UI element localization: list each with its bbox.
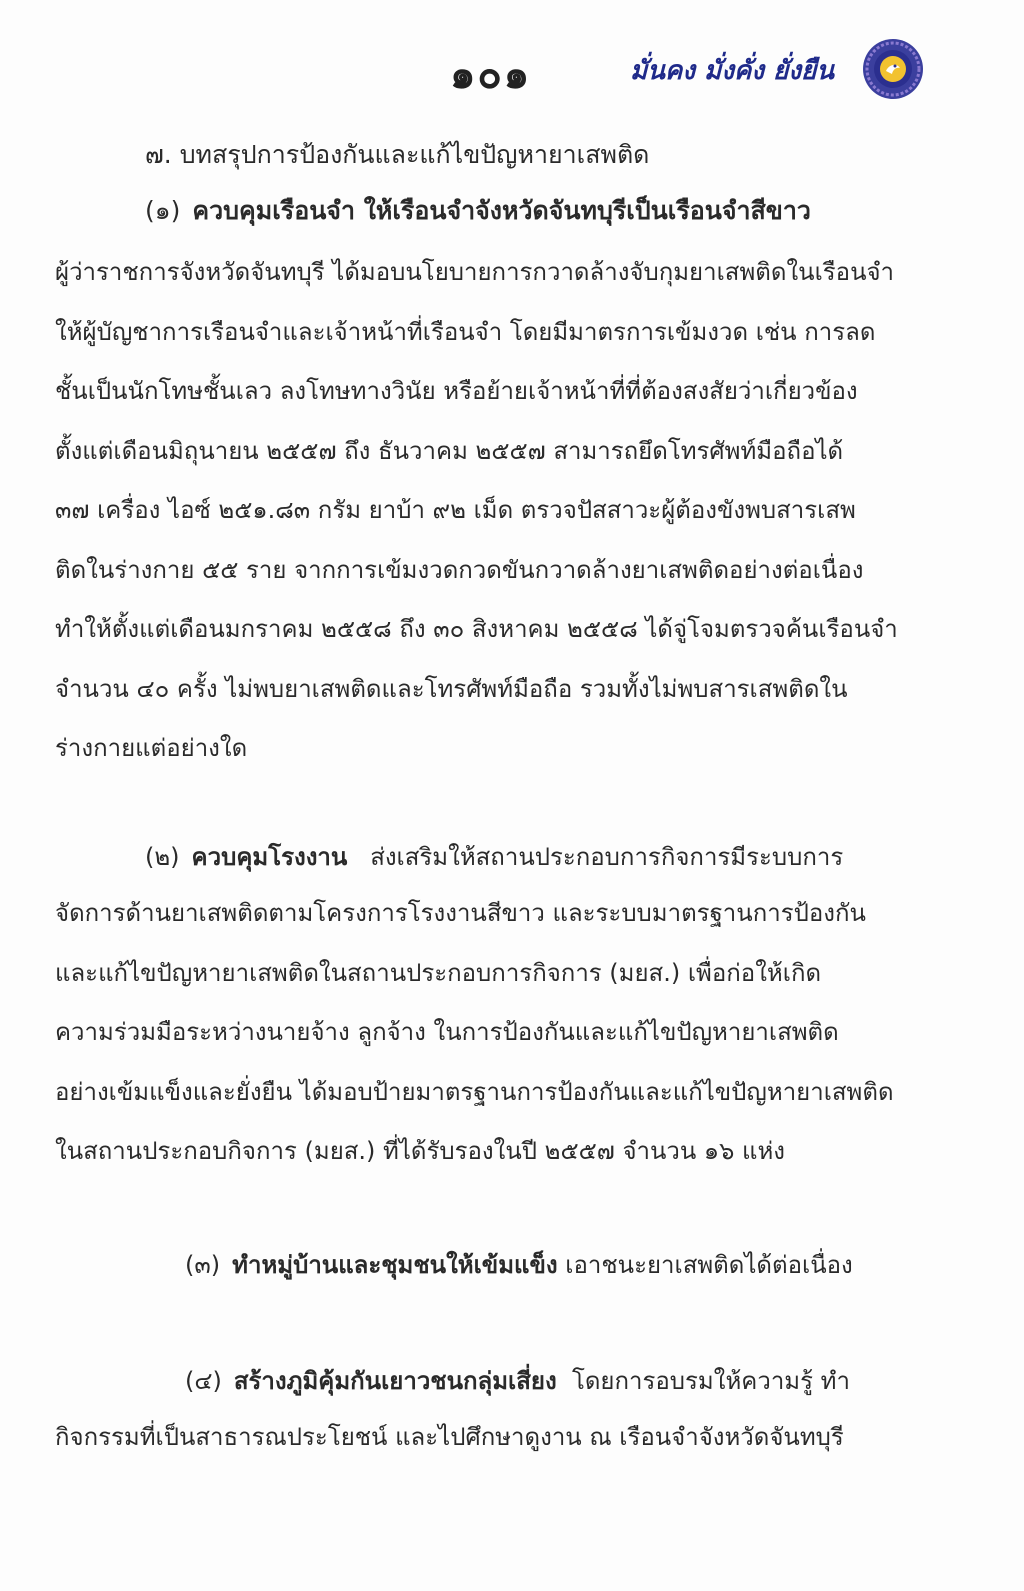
page-number: ๑๐๑ xyxy=(450,52,532,98)
item-2-heading-line xyxy=(145,832,843,882)
item-2-body xyxy=(55,884,925,1182)
item-2-heading: ควบคุมโรงงาน xyxy=(191,843,348,871)
item-1-line: ทำให้ตั้งแต่เดือนมกราคม ๒๕๕๘ ถึง ๓๐ สิงหาคม ๒๕๕๘ ได้จู่โจมตรวจค้นเรือนจำ xyxy=(55,615,898,643)
item-2-line: ความร่วมมือระหว่างนายจ้าง ลูกจ้าง ในการป้องกันและแก้ไขปัญหายาเสพติด xyxy=(55,1018,839,1046)
header-motto: มั่นคง มั่งคั่ง ยั่งยืน xyxy=(630,56,834,86)
item-1-body xyxy=(55,243,925,779)
item-2-lead: ส่งเสริมให้สถานประกอบการกิจการมีระบบการ xyxy=(370,843,844,871)
item-3-number: (๓) xyxy=(185,1251,221,1279)
item-4-heading-line xyxy=(185,1356,850,1406)
item-1-heading-line xyxy=(145,186,811,236)
item-4-body xyxy=(55,1408,925,1468)
item-1-line: ผู้ว่าราชการจังหวัดจันทบุรี ได้มอบนโยบายการกวาดล้างจับกุมยาเสพติดในเรือนจำ xyxy=(55,258,895,286)
item-1-line: ติดในร่างกาย ๕๕ ราย จากการเข้มงวดกวดขันกวาดล้างยาเสพติดอย่างต่อเนื่อง xyxy=(55,555,864,584)
item-1-heading: ควบคุมเรือนจำ ให้เรือนจำจังหวัดจันทบุรีเป็นเรือนจำสีขาว xyxy=(192,196,811,225)
item-4-number: (๔) xyxy=(185,1367,222,1395)
item-1-line: ตั้งแต่เดือนมิถุนายน ๒๕๕๗ ถึง ธันวาคม ๒๕๕๗ สามารถยึดโทรศัพท์มือถือได้ xyxy=(55,436,844,465)
item-1-number: (๑) xyxy=(145,196,181,225)
item-2-line: ในสถานประกอบกิจการ (มยส.) ที่ได้รับรองในปี ๒๕๕๗ จำนวน ๑๖ แห่ง xyxy=(55,1137,786,1165)
item-2-line: อย่างเข้มแข็งและยั่งยืน ได้มอบป้ายมาตรฐานการป้องกันและแก้ไขปัญหายาเสพติด xyxy=(55,1077,894,1106)
item-2-line: จัดการด้านยาเสพติดตามโครงการโรงงานสีขาว และระบบมาตรฐานการป้องกัน xyxy=(55,899,866,927)
section-title: ๗. บทสรุปการป้องกันและแก้ไขปัญหายาเสพติด xyxy=(145,140,650,169)
provincial-emblem-icon xyxy=(862,38,924,100)
item-1-line: ๓๗ เครื่อง ไอซ์ ๒๕๑.๘๓ กรัม ยาบ้า ๙๒ เม็ด ตรวจปัสสาวะผู้ต้องขังพบสารเสพ xyxy=(55,496,856,524)
item-1-line: ร่างกายแต่อย่างใด xyxy=(55,734,248,762)
item-3-lead: เอาชนะยาเสพติดได้ต่อเนื่อง xyxy=(565,1251,853,1279)
item-3-heading-line xyxy=(185,1240,853,1290)
item-2-number: (๒) xyxy=(145,843,180,871)
item-4-line: กิจกรรมที่เป็นสาธารณประโยชน์ และไปศึกษาดูงาน ณ เรือนจำจังหวัดจันทบุรี xyxy=(55,1423,844,1451)
item-1-line: ให้ผู้บัญชาการเรือนจำและเจ้าหน้าที่เรือนจำ โดยมีมาตรการเข้มงวด เช่น การลด xyxy=(55,317,876,346)
item-4-lead: โดยการอบรมให้ความรู้ ทำ xyxy=(571,1367,850,1395)
item-3-heading: ทำหมู่บ้านและชุมชนให้เข้มแข็ง xyxy=(232,1251,558,1279)
item-2-line: และแก้ไขปัญหายาเสพติดในสถานประกอบการกิจการ (มยส.) เพื่อก่อให้เกิด xyxy=(55,958,822,987)
item-4-heading: สร้างภูมิคุ้มกันเยาวชนกลุ่มเสี่ยง xyxy=(233,1367,557,1395)
item-1-line: จำนวน ๔๐ ครั้ง ไม่พบยาเสพติดและโทรศัพท์มือถือ รวมทั้งไม่พบสารเสพติดใน xyxy=(55,674,848,703)
item-1-line: ชั้นเป็นนักโทษชั้นเลว ลงโทษทางวินัย หรือย้ายเจ้าหน้าที่ที่ต้องสงสัยว่าเกี่ยวข้อง xyxy=(55,377,858,405)
